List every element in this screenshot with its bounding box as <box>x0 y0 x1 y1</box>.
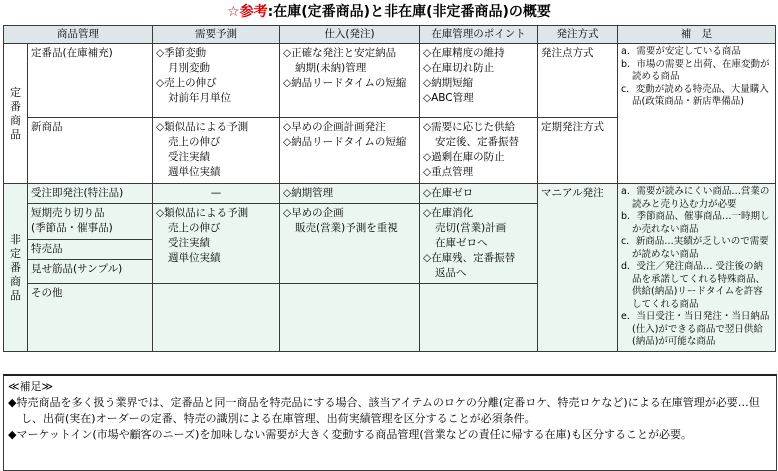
footer-notes <box>3 374 777 471</box>
inventory-new-product: ◇需要に応じた供給 安定後、定番振替 ◇過剰在庫の防止 ◇重点管理 <box>420 118 538 184</box>
purchase-new-product: ◇早めの企画計画発注 ◇納品リードタイムの短縮 <box>280 118 420 184</box>
inventory-stock-replenish: ◇在庫精度の維持 ◇在庫切れ防止 ◇納期短縮 ◇ABC管理 <box>420 44 538 118</box>
inventory-other <box>420 284 538 352</box>
demand-order-immediate: — <box>153 184 280 204</box>
row-name-special: 特売品 <box>28 240 153 260</box>
header-product: 商品管理 <box>4 26 153 44</box>
overview-table <box>3 25 776 352</box>
footer-item: ◆マーケットイン(市場や顧客のニーズ)を加味しない需要が大きく変動する商品管理(営業などの責任に帰する在庫)も区分することが必要。 <box>8 428 692 441</box>
group-standard: 定 番 商 品 <box>4 44 28 184</box>
demand-stock-replenish: ◇季節変動 月別変動 ◇売上の伸び 対前年月単位 <box>153 44 280 118</box>
header-inventory: 在庫管理のポイント <box>420 26 538 44</box>
notes-standard: a．需要が安定している商品 b．市場の需要と出荷、在庫変動が読める商品 c．変動が読める特売品、大量購入品(政策商品・新店準備品) <box>618 44 776 184</box>
header-order-method: 発注方式 <box>538 26 618 44</box>
footer-item: ◆特売商品を多く扱う業界では、定番品と同一商品を特売品にする場合、該当アイテムのロケの分離(定番ロケ、特売ロケなど)による在庫管理が必要…但し、出荷(実在)オーダーの定番、特売の識別による在庫管理、出荷実績管理を区分することが必須条件。 <box>8 396 760 425</box>
header-row <box>4 26 776 44</box>
header-demand: 需要予測 <box>153 26 280 44</box>
demand-short-term: ◇類似品による予測 売上の伸び 受注実績 週単位実績 <box>153 204 280 284</box>
title-text: 在庫(定番商品)と非在庫(非定番商品)の概要 <box>273 4 551 20</box>
page-title <box>0 2 778 22</box>
inventory-order-immediate: ◇在庫ゼロ <box>420 184 538 204</box>
order-method-new-product: 定期発注方式 <box>538 118 618 184</box>
table-row <box>4 44 776 118</box>
notes-nonstandard: a．需要が読みにくい商品…営業の読みと売り込む力が必要 b．季節商品、催事商品…一時期しか売れない商品 c．新商品…実績が乏しいので需要が読めない商品 d．受注／発注商品… 受注後の納品を承諾してくれる特殊商品、供給(納品)リードタイムを許容してくれる商品 e．当日受注・当日発注・当日納品(仕入)ができる商品で翌日供給(納品)が可能な商品 <box>618 184 776 352</box>
purchase-other <box>280 284 420 352</box>
footer-heading: ≪補足≫ <box>8 380 54 393</box>
row-name-short-term: 短期売り切り品 (季節品・催事品) <box>28 204 153 240</box>
demand-other <box>153 284 280 352</box>
demand-new-product: ◇類似品による予測 売上の伸び 受注実績 週単位実績 <box>153 118 280 184</box>
header-purchase: 仕入(発注) <box>280 26 420 44</box>
title-lead: 参考 <box>239 4 268 20</box>
group-nonstandard: 非 定 番 商 品 <box>4 184 28 352</box>
header-notes: 補 足 <box>618 26 776 44</box>
row-name-order-immediate: 受注即発注(特注品) <box>28 184 153 204</box>
order-method-nonstandard: マニアル発注 <box>538 184 618 352</box>
row-name-new-product: 新商品 <box>28 118 153 184</box>
star-icon: ☆ <box>227 4 240 20</box>
row-name-stock-replenish: 定番品(在庫補充) <box>28 44 153 118</box>
row-name-other: その他 <box>28 284 153 352</box>
row-name-sample: 見せ筋品(サンプル) <box>28 260 153 284</box>
table-row <box>4 184 776 204</box>
purchase-stock-replenish: ◇正確な発注と安定納品 納期(未納)管理 ◇納品リードタイムの短縮 <box>280 44 420 118</box>
title-colon: : <box>267 4 274 20</box>
purchase-order-immediate: ◇納期管理 <box>280 184 420 204</box>
order-method-stock-replenish: 発注点方式 <box>538 44 618 118</box>
inventory-short-term: ◇在庫消化 売切(営業)計画 在庫ゼロへ ◇在庫残、定番振替 返品へ <box>420 204 538 284</box>
purchase-short-term: ◇早めの企画 販売(営業)予測を重視 <box>280 204 420 284</box>
